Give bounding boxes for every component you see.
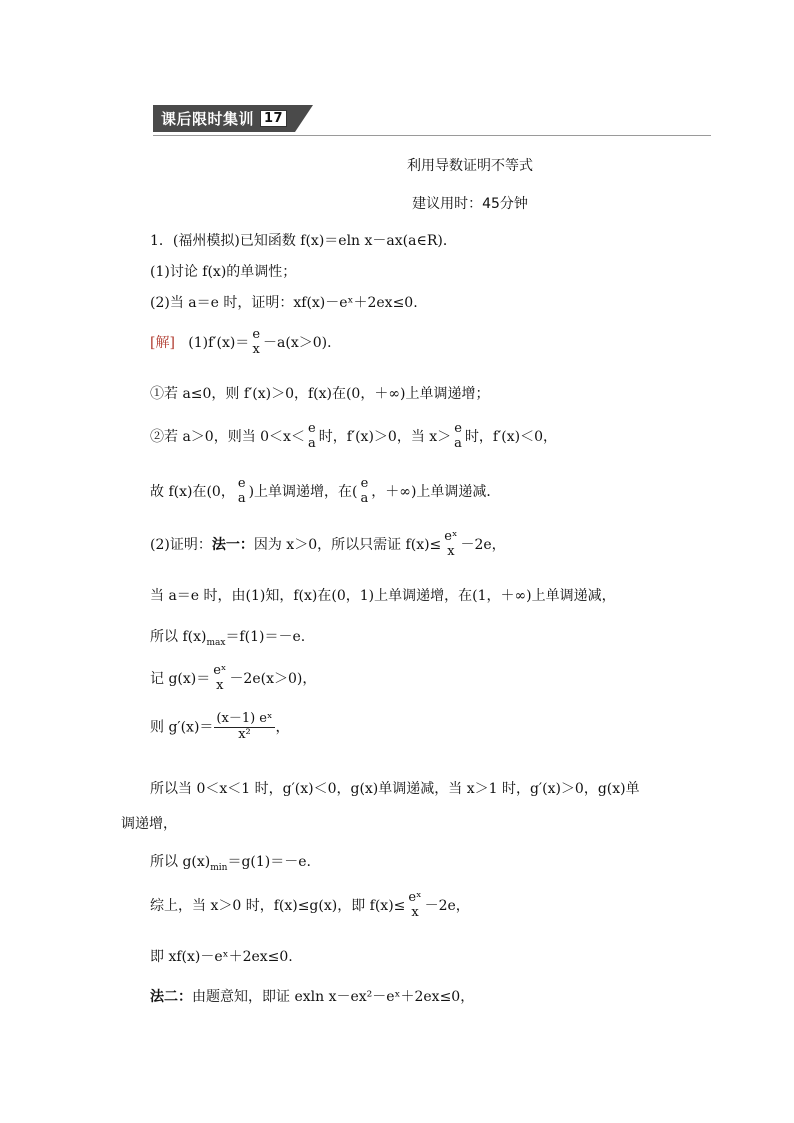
fraction-numerator: e — [360, 476, 369, 491]
page-title: 利用导数证明不等式 — [407, 158, 533, 174]
text-segment: 所以 f(x) — [150, 629, 207, 645]
problem-part-1: (1)讨论 f(x)的单调性； — [150, 264, 297, 280]
method-label: 法二： — [150, 989, 192, 1005]
fraction-e-over-a — [359, 477, 371, 507]
fraction-e-over-a — [306, 422, 318, 452]
text-segment: 时，f′(x)＞0，当 x＞ — [318, 428, 452, 445]
fraction-denominator: a — [360, 490, 369, 506]
define-g-line — [150, 664, 316, 694]
fraction-numerator: e — [308, 421, 316, 436]
fraction-denominator: a — [454, 435, 462, 451]
banner-label-text: 课后限时集训 — [161, 110, 255, 128]
case-a-positive — [150, 422, 557, 452]
fraction-numerator: e — [252, 327, 261, 342]
text-segment: －2e， — [460, 536, 506, 553]
fraction-denominator: x — [252, 341, 260, 357]
text-segment: )上单调递增，在( — [248, 483, 358, 500]
fraction-e-over-x — [250, 328, 262, 358]
fraction-numerator: e — [237, 476, 246, 491]
fraction-numerator: e — [454, 421, 462, 436]
proof-method-2-intro — [150, 986, 474, 1006]
monotonic-when-a-e: 当 a＝e 时，由(1)知，f(x)在(0，1)上单调递增，在(1，＋∞)上单调递减， — [150, 588, 616, 604]
banner-number: 17 — [260, 110, 287, 127]
text-segment: ，＋∞)上单调递减． — [371, 483, 501, 500]
text-segment: 综上，当 x＞0 时，f(x)≤g(x)，即 f(x)≤ — [150, 897, 406, 914]
text-segment: ＝g(1)＝－e. — [227, 854, 311, 870]
banner-tail — [295, 105, 313, 132]
derivative-prefix: (1)f′(x)＝ — [188, 334, 250, 351]
text-segment: 记 g(x)＝ — [150, 670, 211, 687]
fraction-ex-over-x — [211, 664, 228, 694]
text-segment: 时，f′(x)＜0， — [464, 428, 558, 445]
fraction-e-over-a — [452, 422, 464, 452]
derivative-suffix: －a(x＞0)． — [263, 334, 342, 351]
fraction-g-derivative — [214, 712, 274, 743]
text-segment: 因为 x＞0，所以只需证 f(x)≤ — [253, 536, 442, 553]
fraction-e-over-a — [236, 477, 248, 507]
text-segment: 则 g′(x)＝ — [150, 719, 214, 736]
header-rule — [153, 135, 711, 136]
problem-part-2: (2)当 a＝e 时，证明：xf(x)－eˣ＋2ex≤0. — [150, 295, 418, 311]
text-segment: (2)证明： — [150, 536, 212, 553]
f-max-line — [150, 626, 305, 648]
case-a-nonpositive: ①若 a≤0，则 f′(x)＞0，f(x)在(0，＋∞)上单调递增； — [150, 386, 490, 402]
fraction-denominator: a — [237, 490, 246, 506]
text-segment: ， — [275, 719, 290, 736]
text-segment: －2e， — [424, 897, 470, 914]
fraction-denominator: a — [307, 435, 316, 451]
g-derivative-line — [150, 712, 290, 743]
problem-statement: 1．(福州模拟)已知函数 f(x)＝eln x－ax(a∈R)． — [150, 233, 457, 249]
fraction-denominator: x² — [238, 726, 251, 742]
conclusion-line: 即 xf(x)－eˣ＋2ex≤0. — [150, 949, 293, 965]
fraction-numerator: eˣ — [408, 890, 422, 905]
fraction-numerator: eˣ — [444, 529, 458, 544]
method-label: 法一： — [211, 536, 254, 553]
g-monotonic-line: 所以当 0＜x＜1 时，g′(x)＜0，g(x)单调递减，当 x＞1 时，g′(x)＞0，g(x)单 — [150, 781, 640, 797]
subscript-min: min — [210, 862, 228, 873]
text-segment: ＝f(1)＝－e. — [225, 629, 306, 645]
time-hint: 建议用时：45分钟 — [412, 196, 528, 212]
banner-label — [153, 105, 295, 132]
fraction-ex-over-x — [406, 891, 423, 921]
fraction-denominator: x — [411, 904, 419, 920]
text-segment: 所以 g(x) — [150, 854, 211, 870]
text-segment: －2e(x＞0)， — [229, 670, 317, 687]
g-monotonic-continued: 调递增， — [121, 816, 177, 832]
solution-line-1 — [150, 328, 341, 358]
text-segment: 故 f(x)在(0， — [150, 483, 235, 500]
summary-line — [150, 891, 470, 921]
g-min-line — [150, 851, 311, 873]
solution-tag: [解] — [150, 334, 175, 351]
fraction-ex-over-x — [442, 530, 459, 560]
monotonic-conclusion — [150, 477, 500, 507]
proof-method-1-intro — [150, 530, 506, 560]
subscript-max: max — [206, 637, 226, 648]
fraction-denominator: x — [447, 543, 455, 559]
fraction-denominator: x — [216, 677, 224, 693]
text-segment: 由题意知，即证 exln x－ex²－eˣ＋2ex≤0， — [192, 989, 475, 1005]
text-segment: ②若 a＞0，则当 0＜x＜ — [150, 428, 305, 445]
section-banner — [153, 105, 313, 132]
fraction-numerator: (x－1) eˣ — [216, 711, 273, 726]
fraction-numerator: eˣ — [213, 663, 227, 678]
